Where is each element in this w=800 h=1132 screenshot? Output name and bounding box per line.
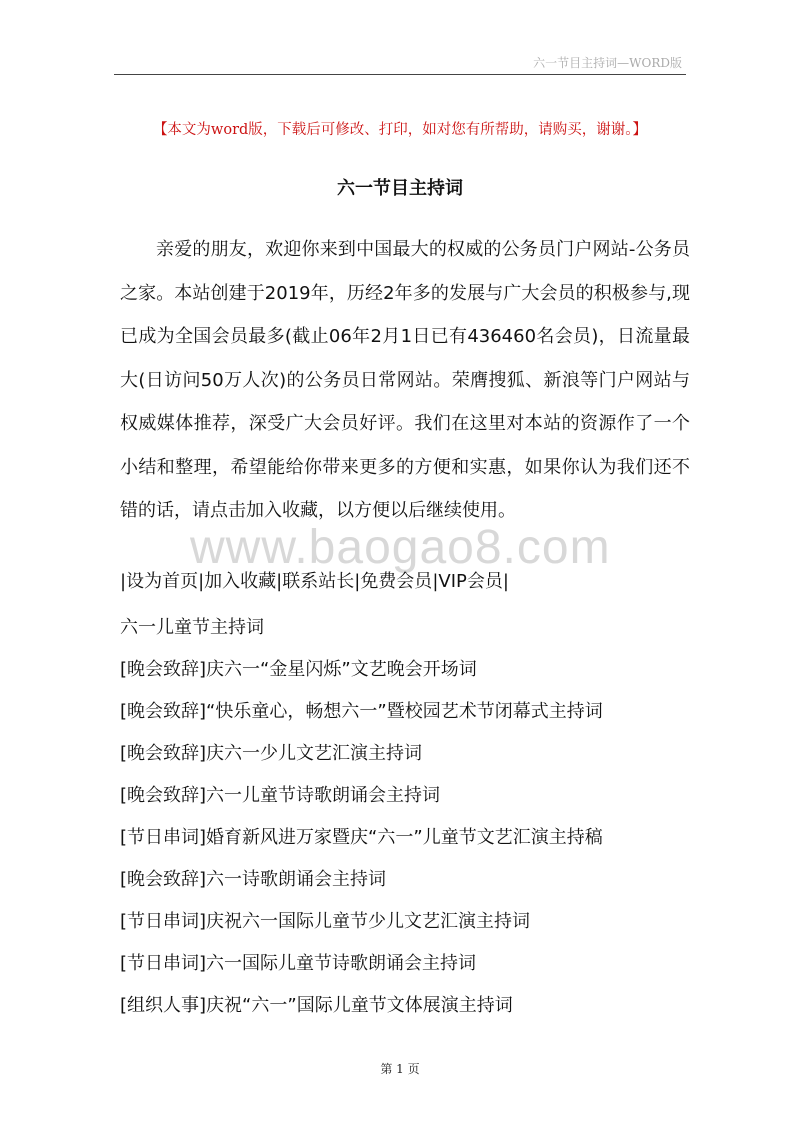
list-item [120,817,700,859]
list-item [120,859,700,901]
link-separator: | [120,571,127,592]
article-link[interactable]: [节日串词]六一国际儿童节诗歌朗诵会主持词 [120,953,477,974]
watermark: www.baogao8.com [190,521,611,574]
link-free-member[interactable]: 免费会员 [360,571,433,592]
list-heading: 六一儿童节主持词 [120,617,264,638]
list-item [120,649,700,691]
list-item [120,733,700,775]
article-list [120,607,700,1027]
intro-paragraph: 亲爱的朋友，欢迎你来到中国最大的权威的公务员门户网站-公务员之家。本站创建于2019年，历经2年多的发展与广大会员的积极参与,现已成为全国会员最多(截止06年2月1日已有436460名会员)，日流量最大(日访问50万人次)的公务员日常网站。荣膺搜狐、新浪等门户网站与权威媒体推荐，深受广大会员好评。我们在这里对本站的资源作了一个小结和整理，希望能给你带来更多的方便和实惠，如果你认为我们还不错的话，请点击加入收藏，以方便以后继续使用。 [120,239,690,521]
document-title: 六一节目主持词 [337,178,463,199]
site-links-bar [120,567,509,593]
link-separator: | [502,571,509,592]
article-link[interactable]: [晚会致辞]庆六一“金星闪烁”文艺晚会开场词 [120,659,477,680]
list-item [120,775,700,817]
article-link[interactable]: [晚会致辞]六一诗歌朗诵会主持词 [120,869,387,890]
list-item [120,901,700,943]
page-number: 第 1 页 [380,1062,420,1076]
article-link[interactable]: [组织人事]庆祝“六一”国际儿童节文体展演主持词 [120,995,513,1016]
running-header: 六一节目主持词—WORD版 [533,56,682,70]
link-set-homepage[interactable]: 设为首页 [126,571,199,592]
link-separator: | [432,571,439,592]
link-separator: | [198,571,205,592]
link-separator: | [276,571,283,592]
link-separator: | [354,571,361,592]
list-item [120,985,700,1027]
link-add-favorite[interactable]: 加入收藏 [204,571,277,592]
purchase-notice: 【本文为word版，下载后可修改、打印，如对您有所帮助，请购买，谢谢。】 [152,122,648,138]
article-link[interactable]: [晚会致辞]庆六一少儿文艺汇演主持词 [120,743,423,764]
list-item [120,691,700,733]
article-link[interactable]: [晚会致辞]“快乐童心，畅想六一”暨校园艺术节闭幕式主持词 [120,701,603,722]
article-link[interactable]: [节日串词]庆祝六一国际儿童节少儿文艺汇演主持词 [120,911,531,932]
article-link[interactable]: [节日串词]婚育新风进万家暨庆“六一”儿童节文艺汇演主持稿 [120,827,603,848]
header-rule [114,74,686,75]
link-contact-admin[interactable]: 联系站长 [282,571,355,592]
article-link[interactable]: [晚会致辞]六一儿童节诗歌朗诵会主持词 [120,785,441,806]
link-vip-member[interactable]: VIP会员 [438,571,503,592]
list-item [120,943,700,985]
